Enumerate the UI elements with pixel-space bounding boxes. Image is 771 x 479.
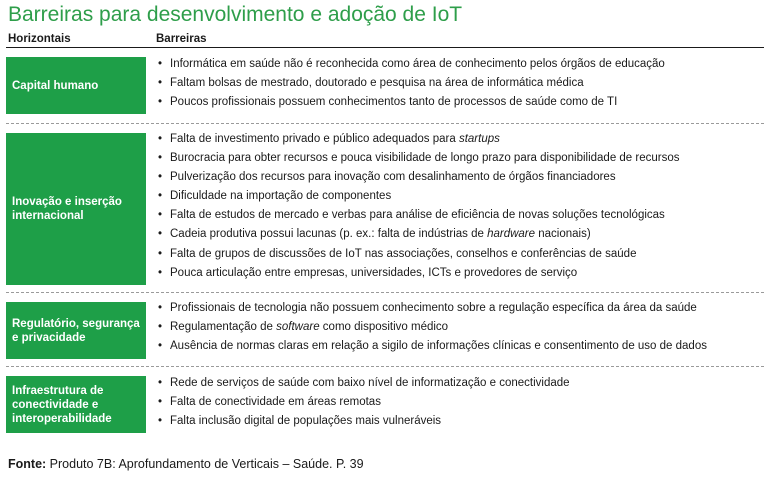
bullet-icon: •	[158, 209, 163, 222]
barrier-item: • Informática em saúde não é reconhecida como área de conhecimento pelos órgãos de educação	[156, 55, 766, 74]
source-note: Fonte: Produto 7B: Aprofundamento de Verticais – Saúde. P. 39	[8, 457, 364, 471]
bullet-icon: •	[158, 247, 163, 260]
barrier-item: • Dificuldade na importação de componentes	[156, 187, 766, 206]
barrier-item: • Falta inclusão digital de populações mais vulneráveis	[156, 412, 766, 431]
bullet-icon: •	[158, 321, 163, 334]
group-separator	[6, 292, 764, 293]
bullet-icon: •	[158, 58, 163, 70]
bullet-icon: •	[158, 415, 163, 428]
barrier-item: • Rede de serviços de saúde com baixo nível de informatização e conectividade	[156, 374, 766, 393]
category-label: Regulatório, segurança e privacidade	[12, 317, 140, 344]
barrier-list-regulatorio	[156, 299, 766, 356]
page-title: Barreiras para desenvolvimento e adoção de IoT	[8, 3, 463, 26]
bullet-icon: •	[158, 133, 163, 145]
barrier-item: • Poucos profissionais possuem conhecimentos tanto de processos de saúde como de TI	[156, 93, 766, 112]
group-separator	[6, 366, 764, 367]
category-label: Infraestrutura de conectividade e interoperabilidade	[12, 384, 112, 425]
barrier-list-inovacao	[156, 130, 766, 283]
column-header-barriers: Barreiras	[156, 33, 207, 45]
bullet-icon: •	[158, 228, 163, 241]
category-box-capital-humano	[6, 57, 146, 114]
barrier-item: • Falta de estudos de mercado e verbas para análise de eficiência de novas soluções tecnológicas	[156, 206, 766, 225]
bullet-icon: •	[158, 340, 163, 353]
bullet-icon: •	[158, 190, 163, 203]
barrier-item: • Burocracia para obter recursos e pouca visibilidade de longo prazo para disponibilidade de recursos	[156, 149, 766, 168]
category-box-inovacao	[6, 133, 146, 285]
category-label: Capital humano	[12, 79, 99, 92]
group-separator	[6, 123, 764, 124]
bullet-icon: •	[158, 171, 163, 184]
barrier-list-capital-humano	[156, 55, 766, 112]
bullet-icon: •	[158, 377, 163, 389]
category-box-infraestrutura	[6, 376, 146, 433]
header-rule	[6, 47, 764, 48]
barrier-item: • Regulamentação de software como dispositivo médico	[156, 318, 766, 337]
category-label: Inovação e inserção internacional	[12, 196, 122, 222]
bullet-icon: •	[158, 396, 163, 409]
bullet-icon: •	[158, 96, 163, 109]
barrier-item: • Pulverização dos recursos para inovação com desalinhamento de órgãos financiadores	[156, 168, 766, 187]
barrier-item: • Ausência de normas claras em relação a sigilo de informações clínicas e consentimento de uso de dados	[156, 337, 766, 356]
barrier-item: • Profissionais de tecnologia não possuem conhecimento sobre a regulação específica da área da saúde	[156, 299, 766, 318]
category-box-regulatorio	[6, 302, 146, 359]
bullet-icon: •	[158, 77, 163, 90]
barrier-item: • Falta de conectividade em áreas remotas	[156, 393, 766, 412]
bullet-icon: •	[158, 266, 163, 279]
barrier-item: • Falta de investimento privado e público adequados para startups	[156, 130, 766, 149]
barrier-item: • Falta de grupos de discussões de IoT nas associações, conselhos e conferências de saúde	[156, 245, 766, 264]
bullet-icon: •	[158, 152, 163, 165]
column-header-horizontal: Horizontais	[8, 33, 71, 45]
barrier-item: • Faltam bolsas de mestrado, doutorado e pesquisa na área de informática médica	[156, 74, 766, 93]
barrier-list-infraestrutura	[156, 374, 766, 431]
barrier-item: • Cadeia produtiva possui lacunas (p. ex.: falta de indústrias de hardware nacionais)	[156, 225, 766, 244]
barrier-item: • Pouca articulação entre empresas, universidades, ICTs e provedores de serviço	[156, 264, 766, 283]
bullet-icon: •	[158, 302, 163, 314]
